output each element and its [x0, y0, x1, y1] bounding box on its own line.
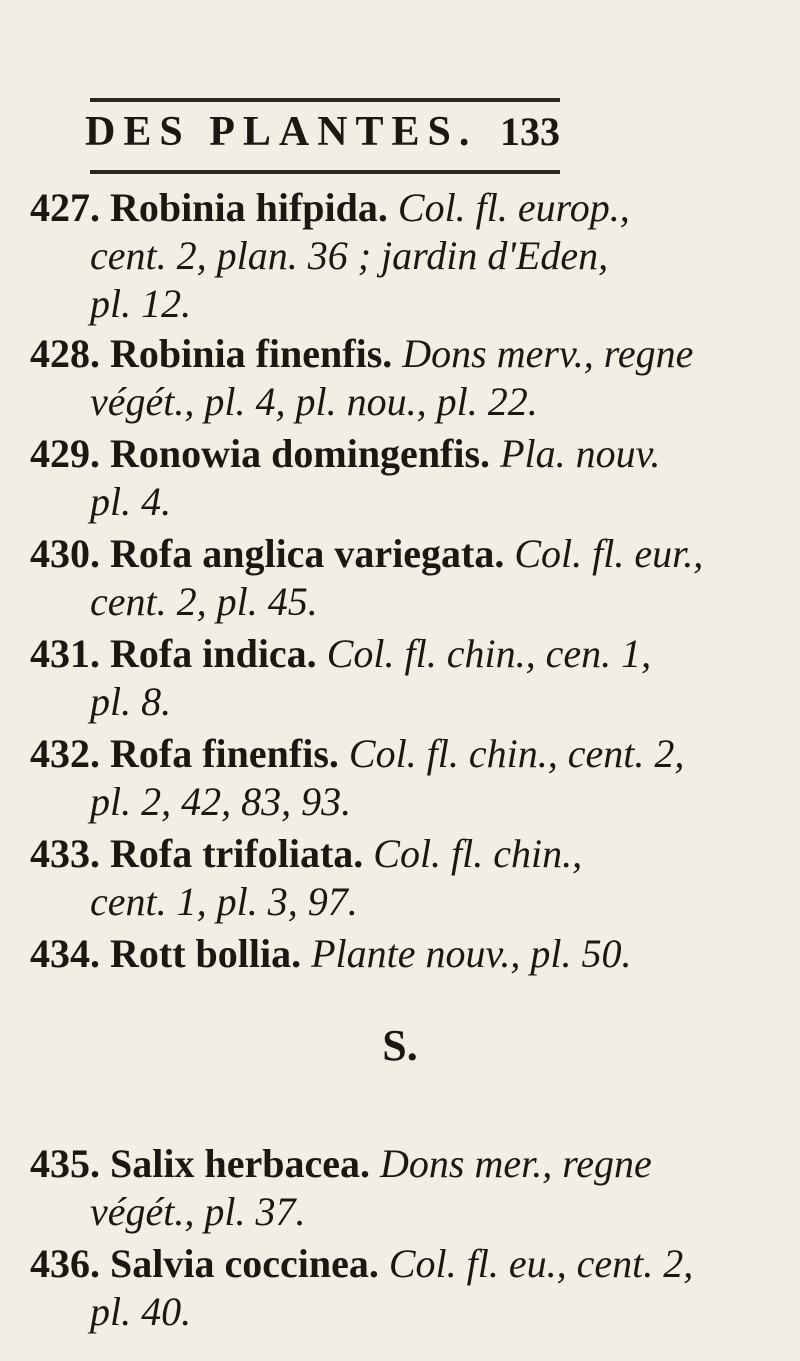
entry-continuation: pl. 40. [90, 1289, 192, 1334]
entry-name: Rott bollia. [110, 931, 302, 976]
entry-number: 427. [30, 185, 100, 230]
entry-number: 429. [30, 431, 100, 476]
entry-continuation: végét., pl. 4, pl. nou., pl. 22. [90, 379, 538, 424]
entry-number: 432. [30, 731, 100, 776]
section-letter: S. [382, 1021, 418, 1070]
entry-ref: Dons mer., regne [379, 1141, 652, 1186]
entry-ref: Dons merv., regne [402, 331, 694, 376]
entry-name: Rofa finenfis. [110, 731, 339, 776]
entry-line [30, 1140, 652, 1188]
entry-line [30, 930, 631, 978]
entry-ref: Col. fl. chin., cen. 1, [326, 631, 652, 676]
entry-line [30, 630, 651, 678]
entry-line [30, 530, 703, 578]
entry-continuation: pl. 12. [90, 281, 192, 326]
header-top-rule [90, 98, 560, 102]
entry-ref: Plante nouv., pl. 50. [311, 931, 632, 976]
entry-name: Salix herbacea. [110, 1141, 370, 1186]
entry-name: Rofa indica. [110, 631, 317, 676]
entry-ref: Col. fl. eu., cent. 2, [388, 1241, 694, 1286]
entry-continuation: pl. 2, 42, 83, 93. [90, 779, 352, 824]
entry-name: Rofa anglica variegata. [110, 531, 505, 576]
header-bottom-rule [90, 170, 560, 174]
entry-name: Ronowia domingenfis. [110, 431, 491, 476]
entry-ref: Pla. nouv. [500, 431, 661, 476]
entry-number: 435. [30, 1141, 100, 1186]
entry-continuation: cent. 1, pl. 3, 97. [90, 879, 358, 924]
entry-line [30, 430, 660, 478]
running-title: DES PLANTES. [85, 109, 478, 155]
entry-continuation: pl. 8. [90, 679, 172, 724]
entry-number: 436. [30, 1241, 100, 1286]
entry-name: Salvia coccinea. [110, 1241, 379, 1286]
entry-line [30, 830, 582, 878]
entry-name: Robinia finenfis. [110, 331, 393, 376]
entry-number: 431. [30, 631, 100, 676]
entry-line [30, 184, 630, 232]
entry-line [30, 330, 693, 378]
entry-line [30, 1240, 693, 1288]
page-number: 133 [500, 109, 560, 154]
entry-name: Robinia hifpida. [110, 185, 388, 230]
entry-ref: Col. fl. europ., [397, 185, 630, 230]
entry-name: Rofa trifoliata. [110, 831, 364, 876]
entry-line [30, 730, 684, 778]
running-header [0, 104, 800, 162]
entry-number: 433. [30, 831, 100, 876]
entry-continuation: cent. 2, plan. 36 ; jardin d'Eden, [90, 233, 609, 278]
entry-continuation: cent. 2, pl. 45. [90, 579, 318, 624]
entry-continuation: pl. 4. [90, 479, 172, 524]
entry-number: 430. [30, 531, 100, 576]
entry-ref: Col. fl. chin., cent. 2, [348, 731, 685, 776]
entry-number: 434. [30, 931, 100, 976]
entry-number: 428. [30, 331, 100, 376]
entry-ref: Col. fl. chin., [373, 831, 583, 876]
entry-continuation: végét., pl. 37. [90, 1189, 306, 1234]
entry-ref: Col. fl. eur., [514, 531, 704, 576]
